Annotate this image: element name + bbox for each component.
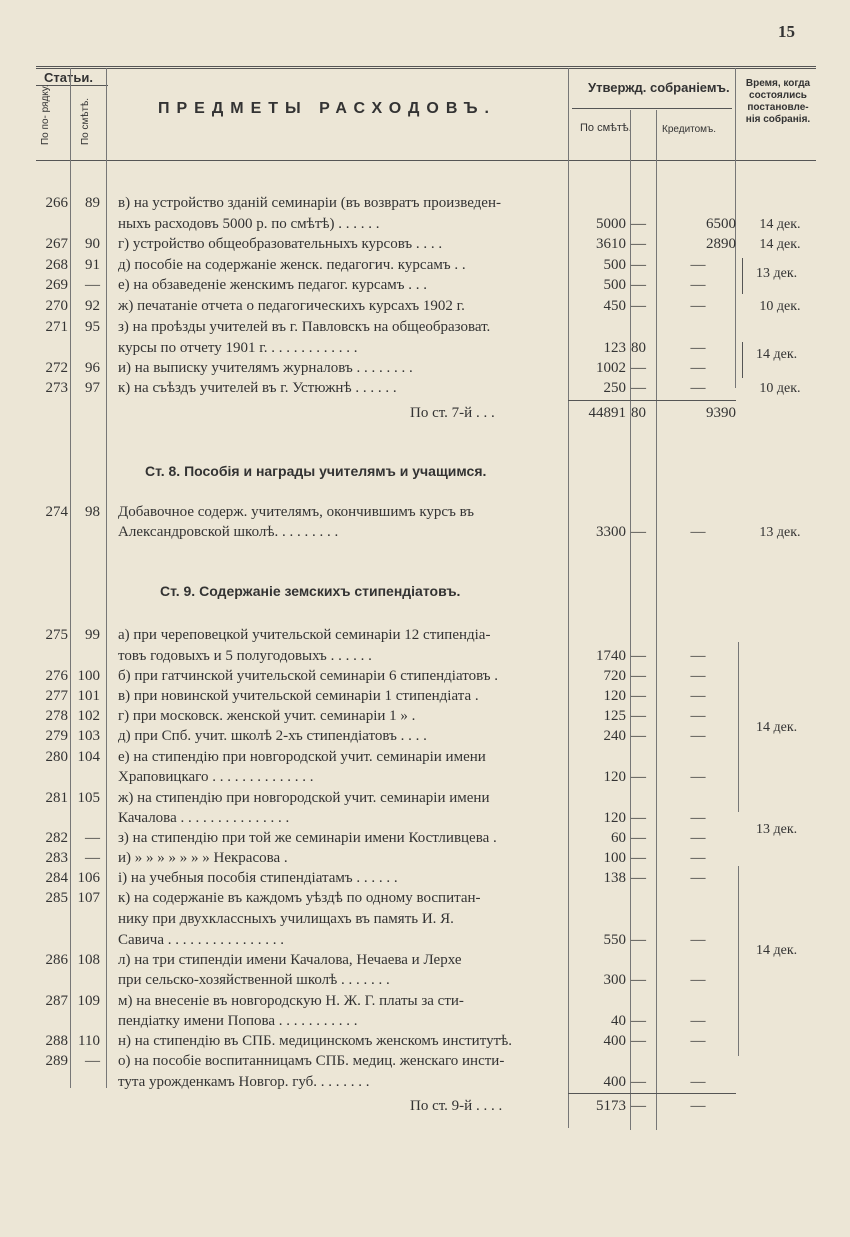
table-row: 283 — и) » » » » » » » Некрасова . 100 — — [45, 850, 706, 866]
table-row: курсы по отчету 1901 г. . . . . . . . . . . . . 123 80 — [118, 340, 706, 356]
table-row: 286 108 л) на три стипендіи имени Качалова, Нечаева и Лерхе [45, 952, 462, 968]
table-row: 287 109 м) на внесеніе въ новгородскую Н. Ж. Г. платы за сти- [45, 993, 464, 1009]
table-row: 282 — з) на стипендію при той же семинаріи имени Костливцева . 60 — — [45, 830, 706, 846]
table-row: 267 90 г) устройство общеобразовательныхъ курсовъ . . . . 3610 — 2890 14 дек. [45, 236, 801, 252]
subtotal-rule [568, 1093, 736, 1094]
utverzhd-rule [572, 108, 732, 109]
table-row: 280 104 е) на стипендію при новгородской учит. семинаріи имени [45, 749, 486, 765]
date-label: 13 дек. [756, 266, 798, 281]
table-row: Храповицкаго . . . . . . . . . . . . . . 120 — — [118, 769, 706, 785]
header-top-rule-2 [36, 68, 816, 69]
table-row: 289 — о) на пособіе воспитанницамъ СПБ. медиц. женскаго инсти- [45, 1053, 505, 1069]
table-row: 266 89 в) на устройство зданій семинаріи (въ возвратъ произведен- [45, 195, 501, 211]
date-label: 14 дек. [756, 347, 798, 362]
date-label: 14 дек. [756, 943, 798, 958]
table-row: 288 110 н) на стипендію въ СПБ. медицинскомъ женскомъ институтѣ. 400 — — [45, 1033, 706, 1049]
header-vremya: Время, когда состоялись постановле- нія собранія. [745, 78, 811, 125]
table-row: 268 91 д) пособіе на содержаніе женск. педагогич. курсамъ . . 500 — — [45, 257, 706, 273]
section-title: Ст. 9. Содержаніе земскихъ стипендіатовъ. [160, 583, 461, 599]
page-title: ПРЕДМЕТЫ РАСХОДОВЪ. [158, 100, 496, 117]
table-row: 276 100 б) при гатчинской учительской семинаріи 6 стипендіатовъ . 720 — — [45, 668, 706, 684]
header-po-smete-col: По смѣтѣ. [80, 97, 91, 145]
date-bracket [738, 642, 739, 812]
table-row: товъ годовыхъ и 5 полугодовыхъ . . . . . . 1740 — — [118, 648, 706, 664]
subtotal-rule [568, 400, 736, 401]
table-row: 285 107 к) на содержаніе въ каждомъ уѣздѣ по одному воспитан- [45, 890, 481, 906]
table-row: нику при двухклассныхъ училищахъ въ память И. Я. [118, 911, 454, 927]
table-row: 272 96 и) на выписку учителямъ журналовъ . . . . . . . . 1002 — — [45, 360, 706, 376]
subtotal-row: По ст. 7-й . . . 44891 80 9390 [410, 405, 736, 421]
table-row: 277 101 в) при новинской учительской семинаріи 1 стипендіата . 120 — — [45, 688, 706, 704]
table-row: Александровской школѣ. . . . . . . . . 3300 — — 13 дек. [118, 524, 801, 540]
header-bottom-rule [36, 160, 816, 161]
table-row: 279 103 д) при Спб. учит. школѣ 2-хъ стипендіатовъ . . . . 240 — — [45, 728, 706, 744]
header-utverzhd: Утвержд. собраніемъ. [588, 80, 730, 95]
table-row: 284 106 і) на учебныя пособія стипендіатамъ . . . . . . 138 — — [45, 870, 706, 886]
table-row: 271 95 з) на проѣзды учителей въ г. Павловскъ на общеобразоват. [45, 319, 491, 335]
date-label: 13 дек. [756, 822, 798, 837]
table-row: 281 105 ж) на стипендію при новгородской учит. семинаріи имени [45, 790, 490, 806]
table-row: Качалова . . . . . . . . . . . . . . . 120 — — [118, 810, 706, 826]
table-row: 275 99 а) при череповецкой учительской семинаріи 12 стипендіа- [45, 627, 491, 643]
table-row: 269 — е) на обзаведеніе женскимъ педагог. курсамъ . . . 500 — — [45, 277, 706, 293]
table-row: 270 92 ж) печатаніе отчета о педагогическихъ курсахъ 1902 г. 450 — — 10 дек. [45, 298, 801, 314]
header-top-rule [36, 66, 816, 67]
header-statyi: Статьи. [44, 70, 93, 85]
table-row: 273 97 к) на съѣздъ учителей въ г. Устюжнѣ . . . . . . 250 — — 10 дек. [45, 380, 801, 396]
section-title: Ст. 8. Пособія и награды учителямъ и учащимся. [145, 463, 487, 479]
date-label: 14 дек. [756, 720, 798, 735]
table-row: при сельско-хозяйственной школѣ . . . . . . . 300 — — [118, 972, 706, 988]
table-row: ныхъ расходовъ 5000 р. по смѣтѣ) . . . . . . 5000 — 6500 14 дек. [118, 216, 801, 232]
table-row: Савича . . . . . . . . . . . . . . . . 550 — — [118, 932, 706, 948]
table-row: 274 98 Добавочное содерж. учителямъ, окончившимъ курсъ въ [45, 504, 475, 520]
table-row: пендіатку имени Попова . . . . . . . . . . . 40 — — [118, 1013, 706, 1029]
table-row: 278 102 г) при московск. женской учит. семинаріи 1 » . 125 — — [45, 708, 706, 724]
table-row: тута урожденкамъ Новгор. губ. . . . . . . . 400 — — [118, 1074, 706, 1090]
date-bracket [738, 866, 739, 1056]
header-po-poryadku: По по- рядку. [40, 84, 51, 145]
brace [742, 342, 751, 378]
brace [742, 258, 751, 294]
page-number: 15 [778, 22, 795, 41]
header-kreditom: Кредитомъ. [662, 124, 717, 135]
subtotal-row: По ст. 9-й . . . . 5173 — — [410, 1098, 706, 1114]
header-po-smete: По смѣтѣ. [580, 122, 632, 134]
